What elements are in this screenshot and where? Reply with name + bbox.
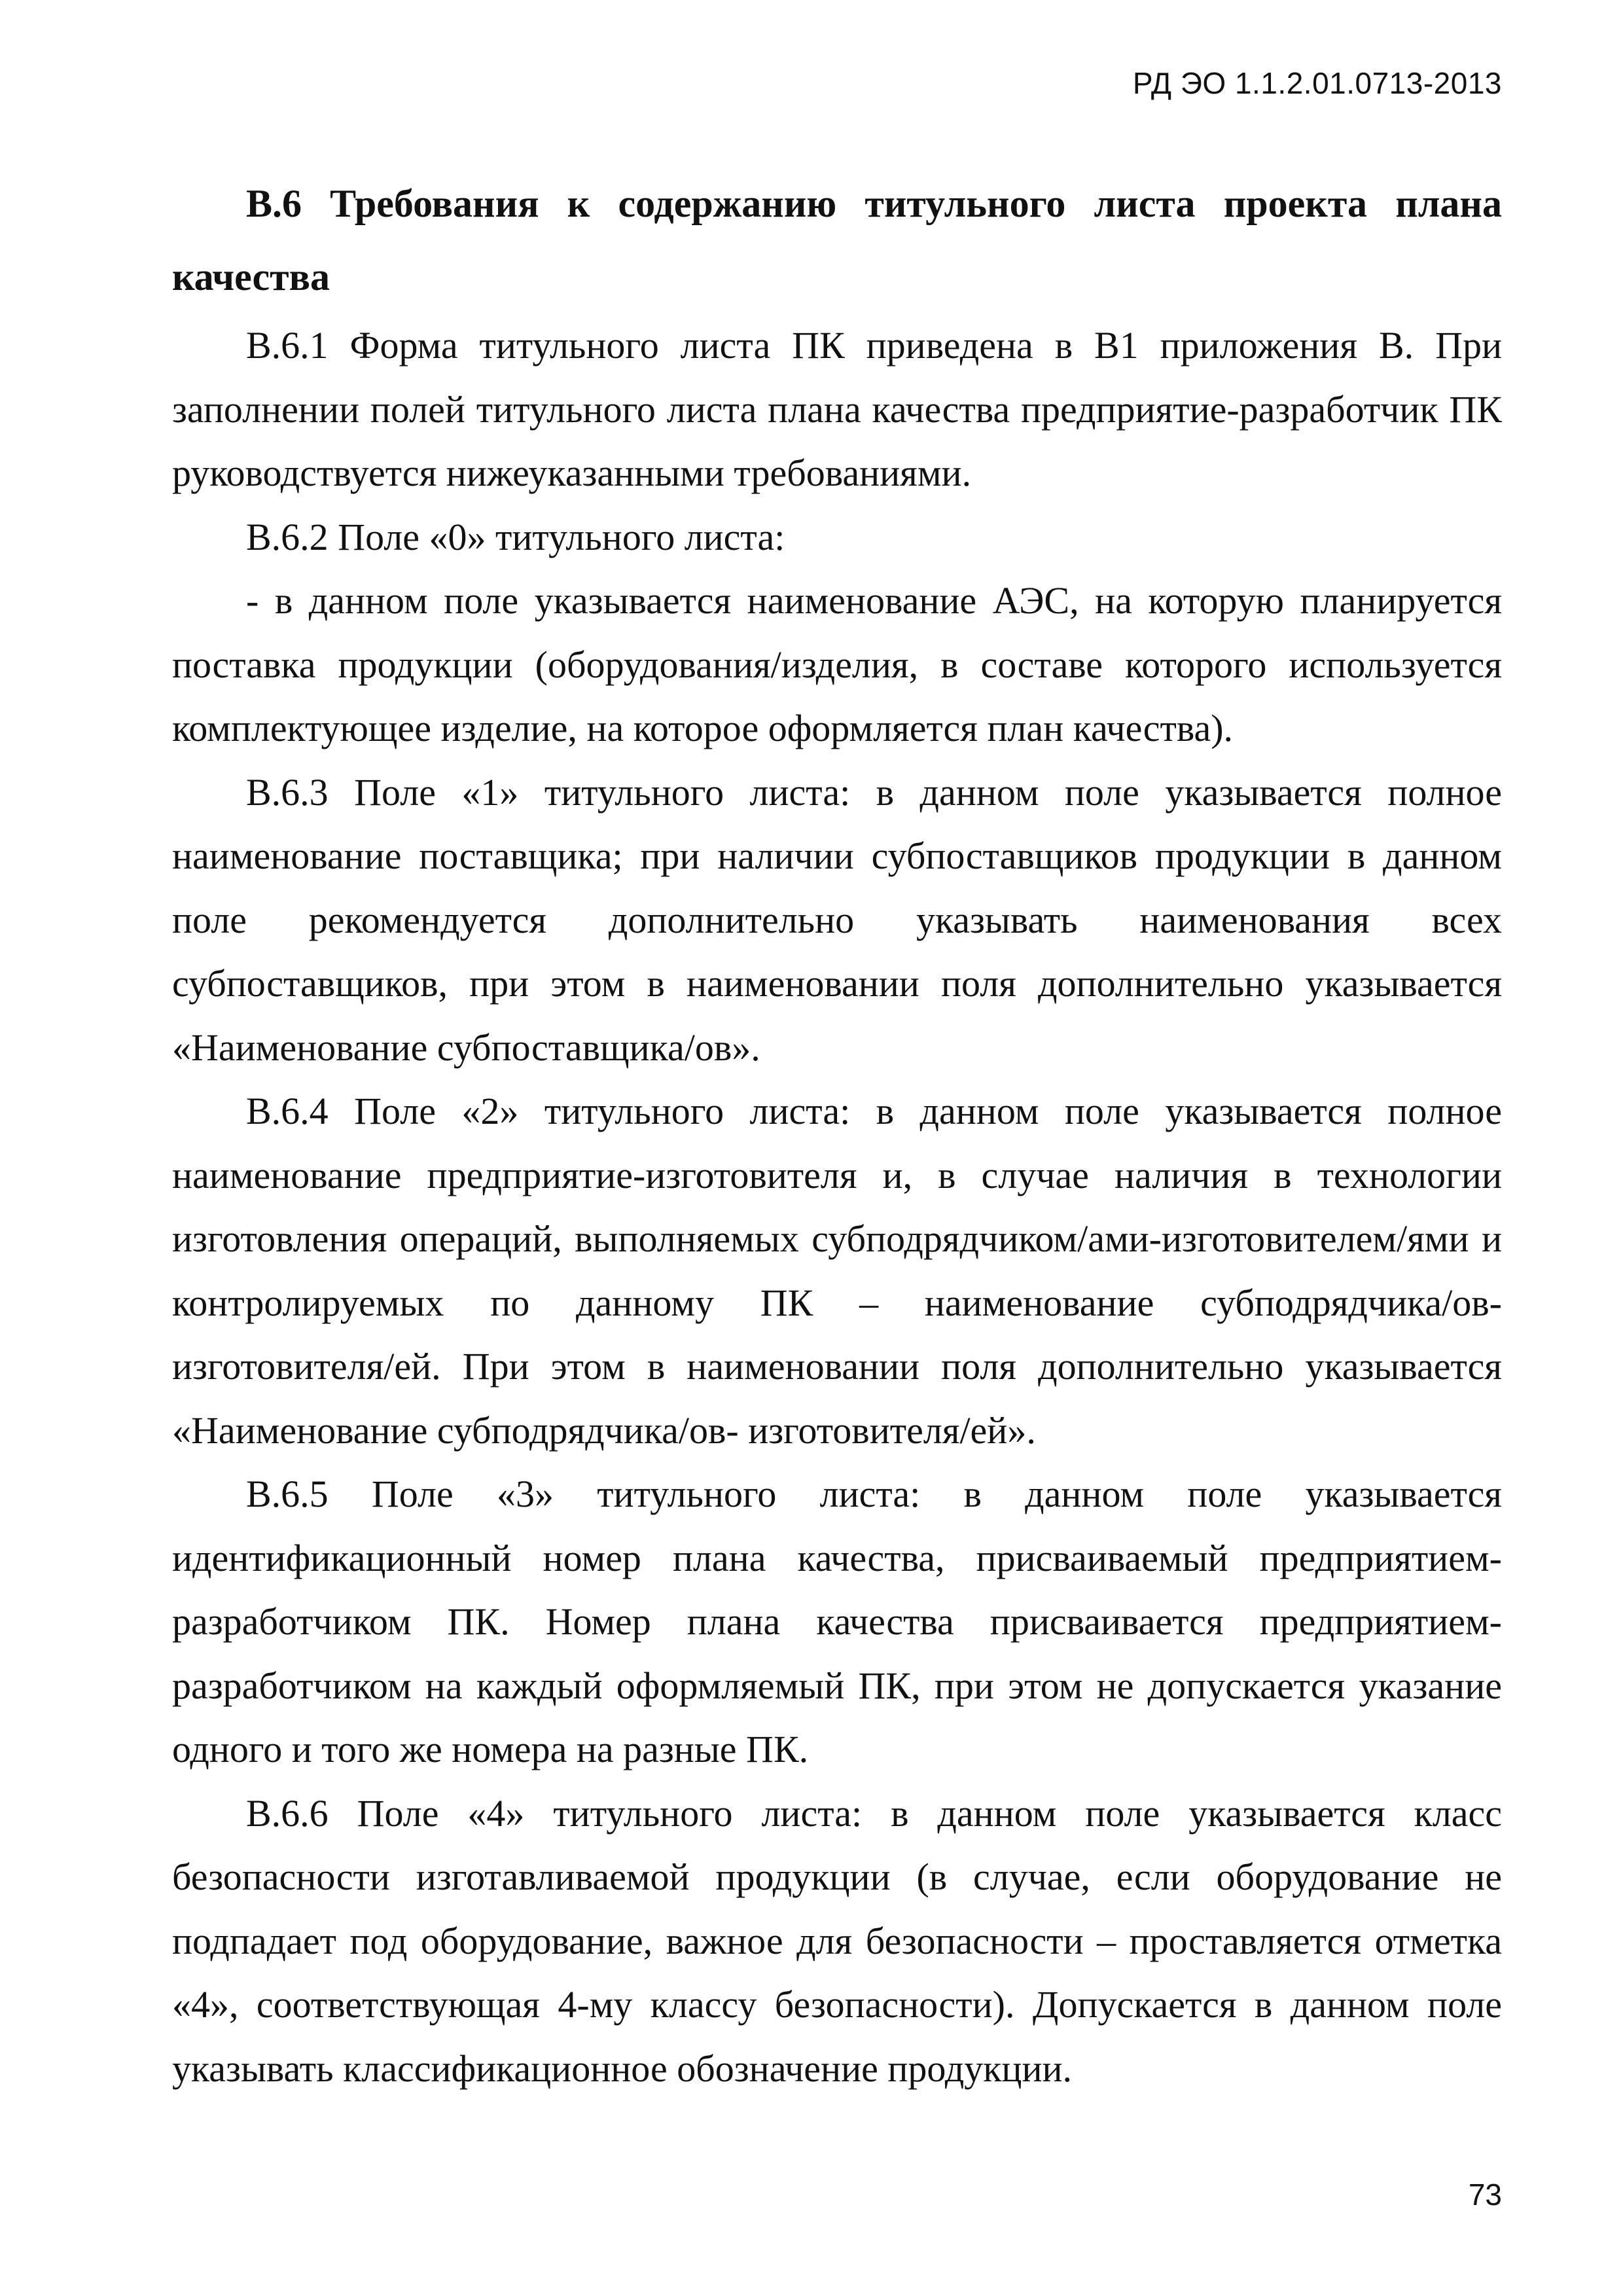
paragraph-b-6-1: В.6.1 Форма титульного листа ПК приведена в В1 приложения В. При заполнении полей титульного листа плана качества предприятие-разработчик ПК руководствуется нижеуказанными требованиями. xyxy=(172,324,1502,494)
paragraph-b-6-2: В.6.2 Поле «0» титульного листа: xyxy=(246,515,785,558)
page-number: 73 xyxy=(1468,2178,1502,2212)
document-code: РД ЭО 1.1.2.01.0713-2013 xyxy=(1132,66,1502,100)
paragraph-b-6-5: В.6.5 Поле «3» титульного листа: в данном поле указывается идентификационный номер плана качества, присваиваемый предприятием-разработчиком ПК. Номер плана качества присваивается предприятием-разработчиком на каждый оформляемый ПК, при этом не допускается указание одного и того же номера на разные ПК. xyxy=(172,1473,1502,1770)
paragraph-b-6-2-item: - в данном поле указывается наименование АЭС, на которую планируется поставка продукции (оборудования/изделия, в составе которого используется комплектующее изделие, на которое оформляется план качества). xyxy=(172,579,1502,749)
page-content xyxy=(172,167,1502,2100)
paragraph-b-6-4: В.6.4 Поле «2» титульного листа: в данном поле указывается полное наименование предприятие-изготовителя и, в случае наличия в технологии изготовления операций, выполняемых субподрядчиком/ами-изготовителем/ями и контролируемых по данному ПК – наименование субподрядчика/ов-изготовителя/ей. При этом в наименовании поля дополнительно указывается «Наименование субподрядчика/ов- изготовителя/ей». xyxy=(172,1090,1502,1452)
paragraph-b-6-6: В.6.6 Поле «4» титульного листа: в данном поле указывается класс безопасности изготавливаемой продукции (в случае, если оборудование не подпадает под оборудование, важное для безопасности – проставляется отметка «4», соответствующая 4-му классу безопасности). Допускается в данном поле указывать классификационное обозначение продукции. xyxy=(172,1791,1502,2090)
paragraph-b-6-3: В.6.3 Поле «1» титульного листа: в данном поле указывается полное наименование поставщика; при наличии субпоставщиков продукции в данном поле рекомендуется дополнительно указывать наименования всех субпоставщиков, при этом в наименовании поля дополнительно указывается «Наименование субпоставщика/ов». xyxy=(172,770,1502,1069)
section-title: В.6 Требования к содержанию титульного листа проекта плана качества xyxy=(172,182,1502,298)
